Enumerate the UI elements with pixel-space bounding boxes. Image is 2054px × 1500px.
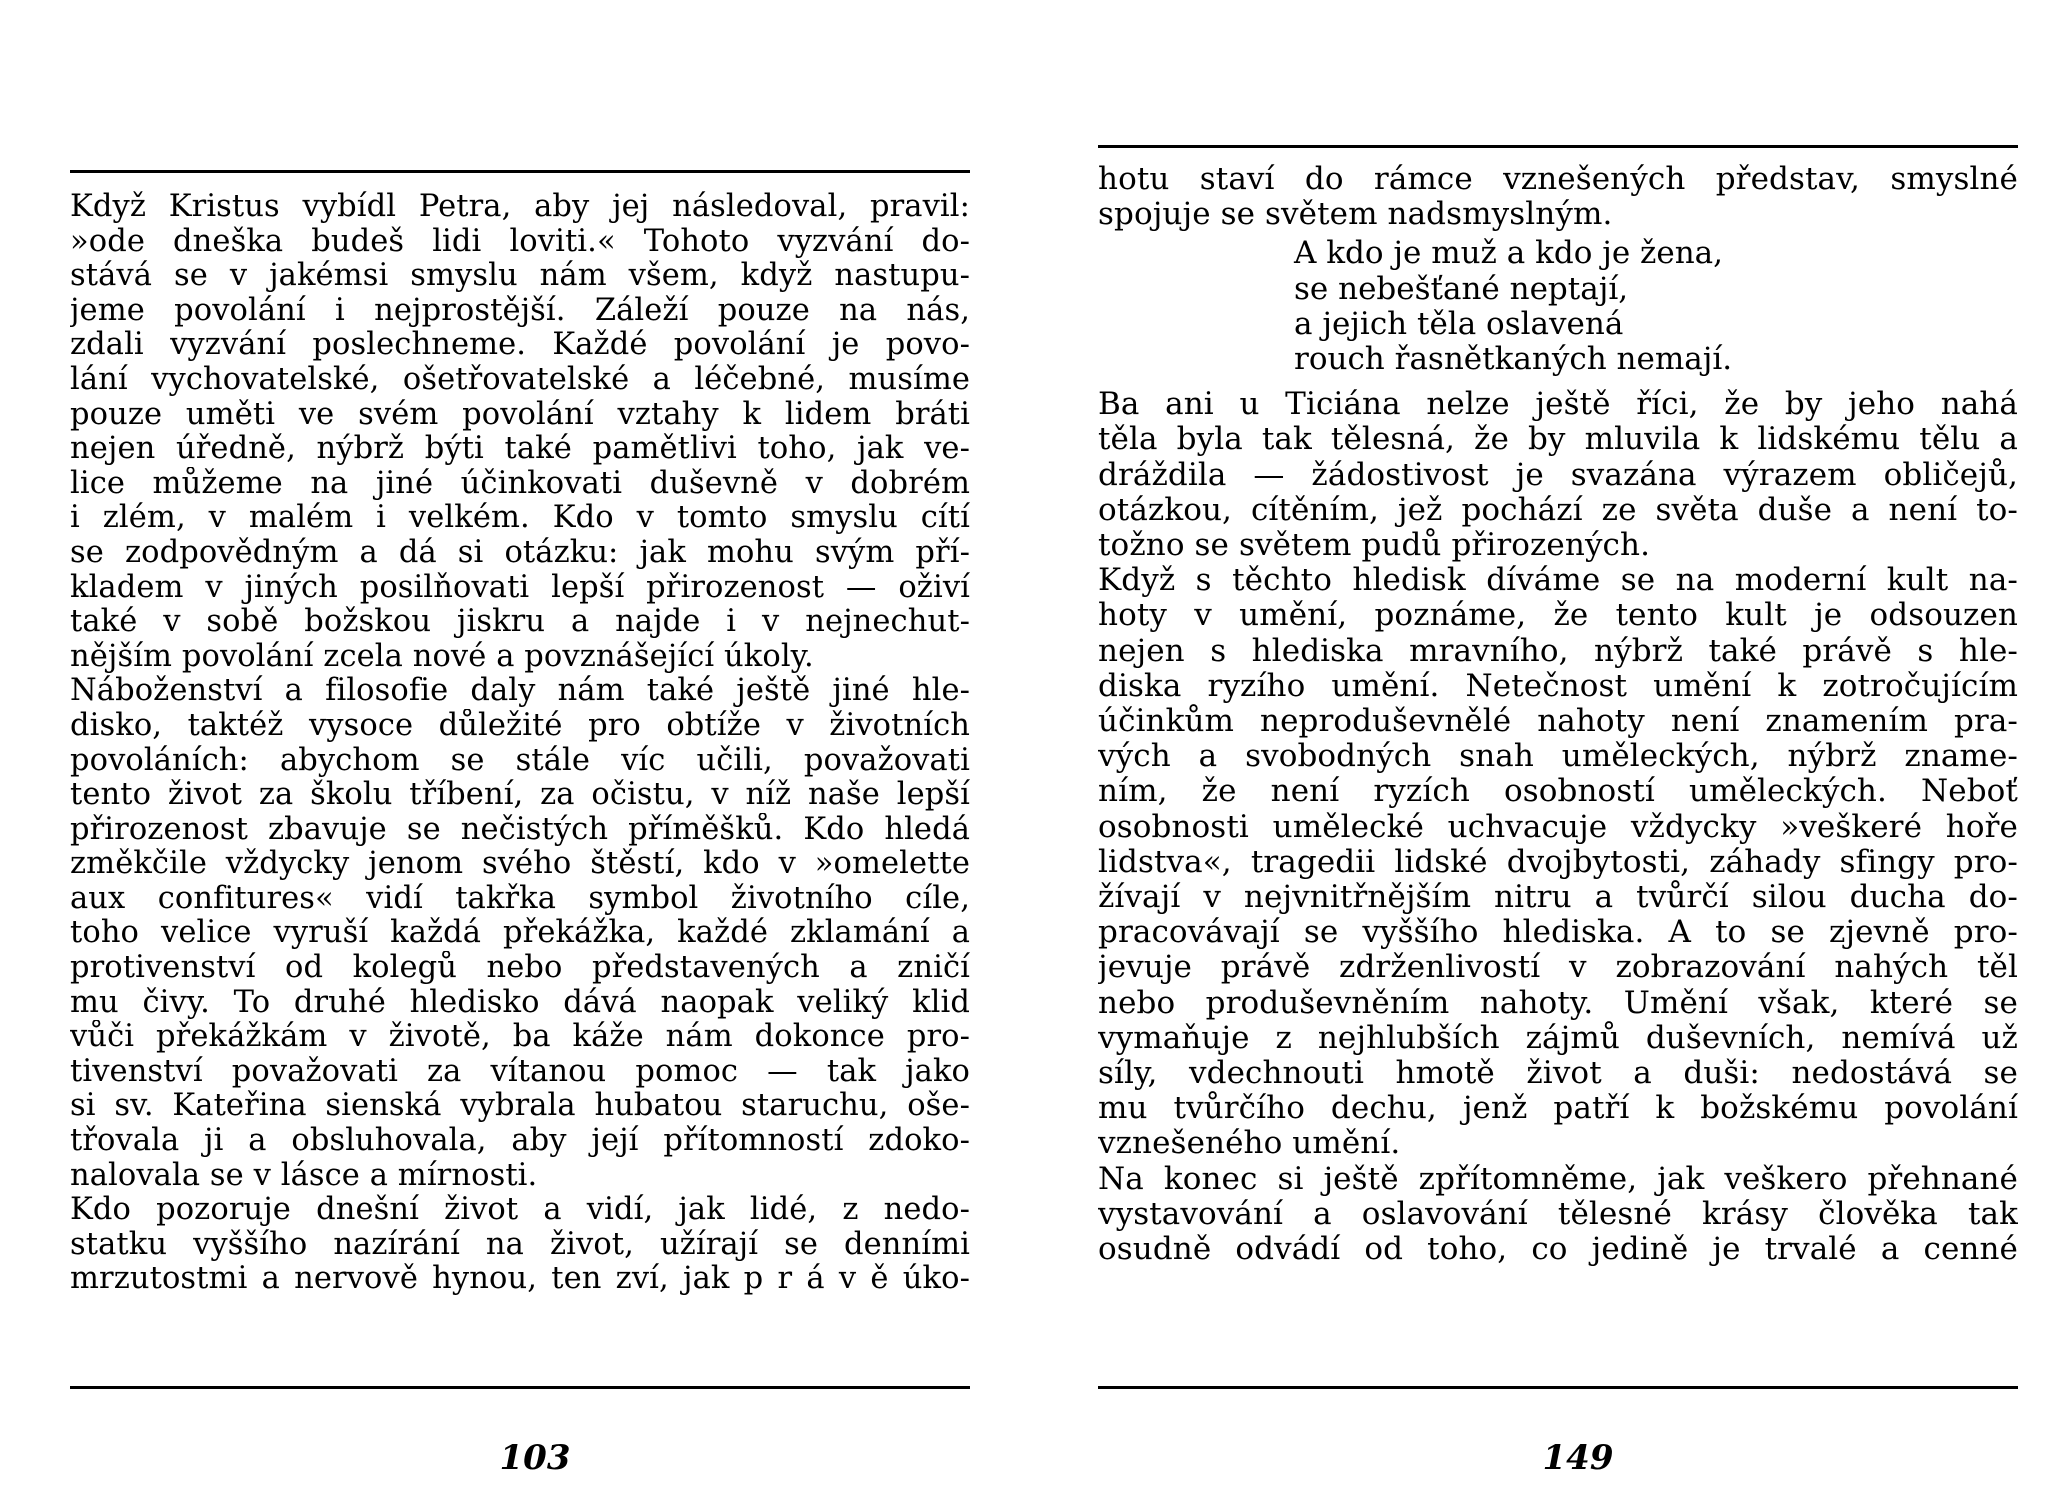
text-line: přirozenost zbavuje se nečistých příměšků. Kdo hledá: [70, 812, 970, 847]
text-line: ním, že není ryzích osobností uměleckých. Neboť: [1098, 774, 2018, 810]
text-line: lání vychovatelské, ošetřovatelské a léčebné, musíme: [70, 362, 970, 397]
text-line: jevuje právě zdrženlivostí v zobrazování nahých těl: [1098, 950, 2018, 986]
text-line: nalovala se v lásce a mírnosti.: [70, 1158, 538, 1193]
text-line: »ode dneška budeš lidi loviti.« Tohoto vyzvání do-: [70, 224, 970, 259]
text-line: mu tvůrčího dechu, jenž patří k božskému povolání: [1098, 1091, 2018, 1127]
text-line: vůči překážkám v životě, ba káže nám dokonce pro-: [70, 1020, 970, 1055]
text-line: tivenství považovati za vítanou pomoc — tak jako: [70, 1054, 970, 1089]
text-line: lice můžeme na jiné účinkovati duševně v dobrém: [70, 466, 970, 501]
right-page: [1098, 0, 2018, 1500]
text-line: těla byla tak tělesná, že by mluvila k lidskému tělu a: [1098, 422, 2018, 458]
text-line: jeme povolání i nejprostější. Záleží pouze na nás,: [70, 293, 970, 328]
left-body-text: [70, 190, 970, 1297]
text-line: protivenství od kolegů nebo představených a zničí: [70, 951, 970, 986]
text-line: Na konec si ještě zpřítomněme, jak veškero přehnané: [1098, 1161, 2018, 1197]
text-line: vymaňuje z nejhlubších zájmů duševních, nemívá už: [1098, 1020, 2018, 1056]
text-line: stává se v jakémsi smyslu nám všem, když nastupu-: [70, 259, 970, 294]
bottom-rule: [70, 1386, 970, 1389]
poem-line: A kdo je muž a kdo je žena,: [1294, 235, 1724, 272]
text-line: vých a svobodných snah uměleckých, nýbrž zname-: [1098, 739, 2018, 775]
text-line: hoty v umění, poznáme, že tento kult je odsouzen: [1098, 598, 2018, 634]
top-rule: [1098, 145, 2018, 148]
text-line: tožno se světem pudů přirozených.: [1098, 528, 1651, 564]
text-line: nejen úředně, nýbrž býti také pamětlivi toho, jak ve-: [70, 432, 970, 467]
text-line: vystavování a oslavování tělesné krásy člověka tak: [1098, 1196, 2018, 1232]
text-line: aux confitures« vidí takřka symbol životního cíle,: [70, 881, 970, 916]
top-rule: [70, 170, 970, 173]
text-line: statku vyššího nazírání na život, užírají se denními: [70, 1227, 970, 1262]
bottom-rule: [1098, 1386, 2018, 1389]
text-line: otázkou, cítěním, jež pochází ze světa duše a není to-: [1098, 492, 2018, 528]
text-line: kladem v jiných posilňovati lepší přirozenost — oživí: [70, 570, 970, 605]
text-line: se zodpovědným a dá si otázku: jak mohu svým pří-: [70, 535, 970, 570]
text-line: osudně odvádí od toho, co jedině je trvalé a cenné: [1098, 1232, 2018, 1268]
text-line: toho velice vyruší každá překážka, každé zklamání a: [70, 916, 970, 951]
text-line: hotu staví do rámce vznešených představ, smyslné: [1098, 162, 2018, 197]
text-line: Ba ani u Ticiána nelze ještě říci, že by jeho nahá: [1098, 387, 2018, 423]
text-line: mu čivy. To druhé hledisko dává naopak veliký klid: [70, 985, 970, 1020]
text-line: síly, vdechnouti hmotě život a duši: nedostává se: [1098, 1056, 2018, 1092]
text-line: nějším povolání zcela nové a povznášející úkoly.: [70, 639, 814, 674]
text-line: zdali vyzvání poslechneme. Každé povolání je povo-: [70, 328, 970, 363]
text-line: spojuje se světem nadsmyslným.: [1098, 197, 1613, 233]
text-line: povoláních: abychom se stále víc učili, považovati: [70, 743, 970, 778]
text-line: Kdo pozoruje dnešní život a vidí, jak lidé, z nedo-: [70, 1193, 970, 1228]
right-body-text: [1098, 162, 2018, 1267]
text-line: lidstva«, tragedii lidské dvojbytosti, záhady sfingy pro-: [1098, 844, 2018, 880]
text-line: také v sobě božskou jiskru a najde i v nejnechut-: [70, 605, 970, 640]
page-number: 149: [1542, 1438, 1614, 1478]
text-line: Náboženství a filosofie daly nám také ještě jiné hle-: [70, 674, 970, 709]
text-line: žívají v nejvnitřnějším nitru a tvůrčí silou ducha do-: [1098, 880, 2018, 916]
text-line: dráždila — žádostivost je svazána výrazem obličejů,: [1098, 457, 2018, 493]
text-line: i zlém, v malém i velkém. Kdo v tomto smyslu cítí: [70, 501, 970, 536]
left-page: [70, 0, 970, 1500]
text-line: osobnosti umělecké uchvacuje vždycky »veškeré hoře: [1098, 809, 2018, 845]
poem-line: a jejich těla oslavená: [1294, 305, 1624, 342]
text-line: pracovávají se vyššího hlediska. A to se zjevně pro-: [1098, 915, 2018, 951]
text-line: Když Kristus vybídl Petra, aby jej následoval, pravil:: [70, 190, 970, 224]
page-number: 103: [499, 1438, 571, 1478]
text-line: vznešeného umění.: [1098, 1126, 1401, 1162]
text-line: změkčile vždycky jenom svého štěstí, kdo v »omelette: [70, 847, 970, 882]
poem-line: se nebešťané neptají,: [1294, 270, 1629, 307]
text-line: třovala ji a obsluhovala, aby její přítomností zdoko-: [70, 1124, 970, 1159]
text-line: tento život za školu tříbení, za očistu, v níž naše lepší: [70, 778, 970, 813]
text-line: účinkům neproduševnělé nahoty není znamením pra-: [1098, 704, 2018, 740]
text-line: si sv. Kateřina sienská vybrala hubatou staruchu, oše-: [70, 1089, 970, 1124]
text-line: mrzutostmi a nervově hynou, ten zví, jak p r á v ě úko-: [70, 1262, 970, 1297]
text-line: diska ryzího umění. Netečnost umění k zotročujícím: [1098, 668, 2018, 704]
text-line: nejen s hlediska mravního, nýbrž také právě s hle-: [1098, 633, 2018, 669]
poem-line: rouch řasnětkaných nemají.: [1294, 341, 1733, 378]
text-line: Když s těchto hledisk díváme se na moderní kult na-: [1098, 563, 2018, 599]
text-line: nebo produševněním nahoty. Umění však, které se: [1098, 985, 2018, 1021]
text-line: disko, taktéž vysoce důležité pro obtíže v životních: [70, 708, 970, 743]
text-line: pouze uměti ve svém povolání vztahy k lidem bráti: [70, 397, 970, 432]
